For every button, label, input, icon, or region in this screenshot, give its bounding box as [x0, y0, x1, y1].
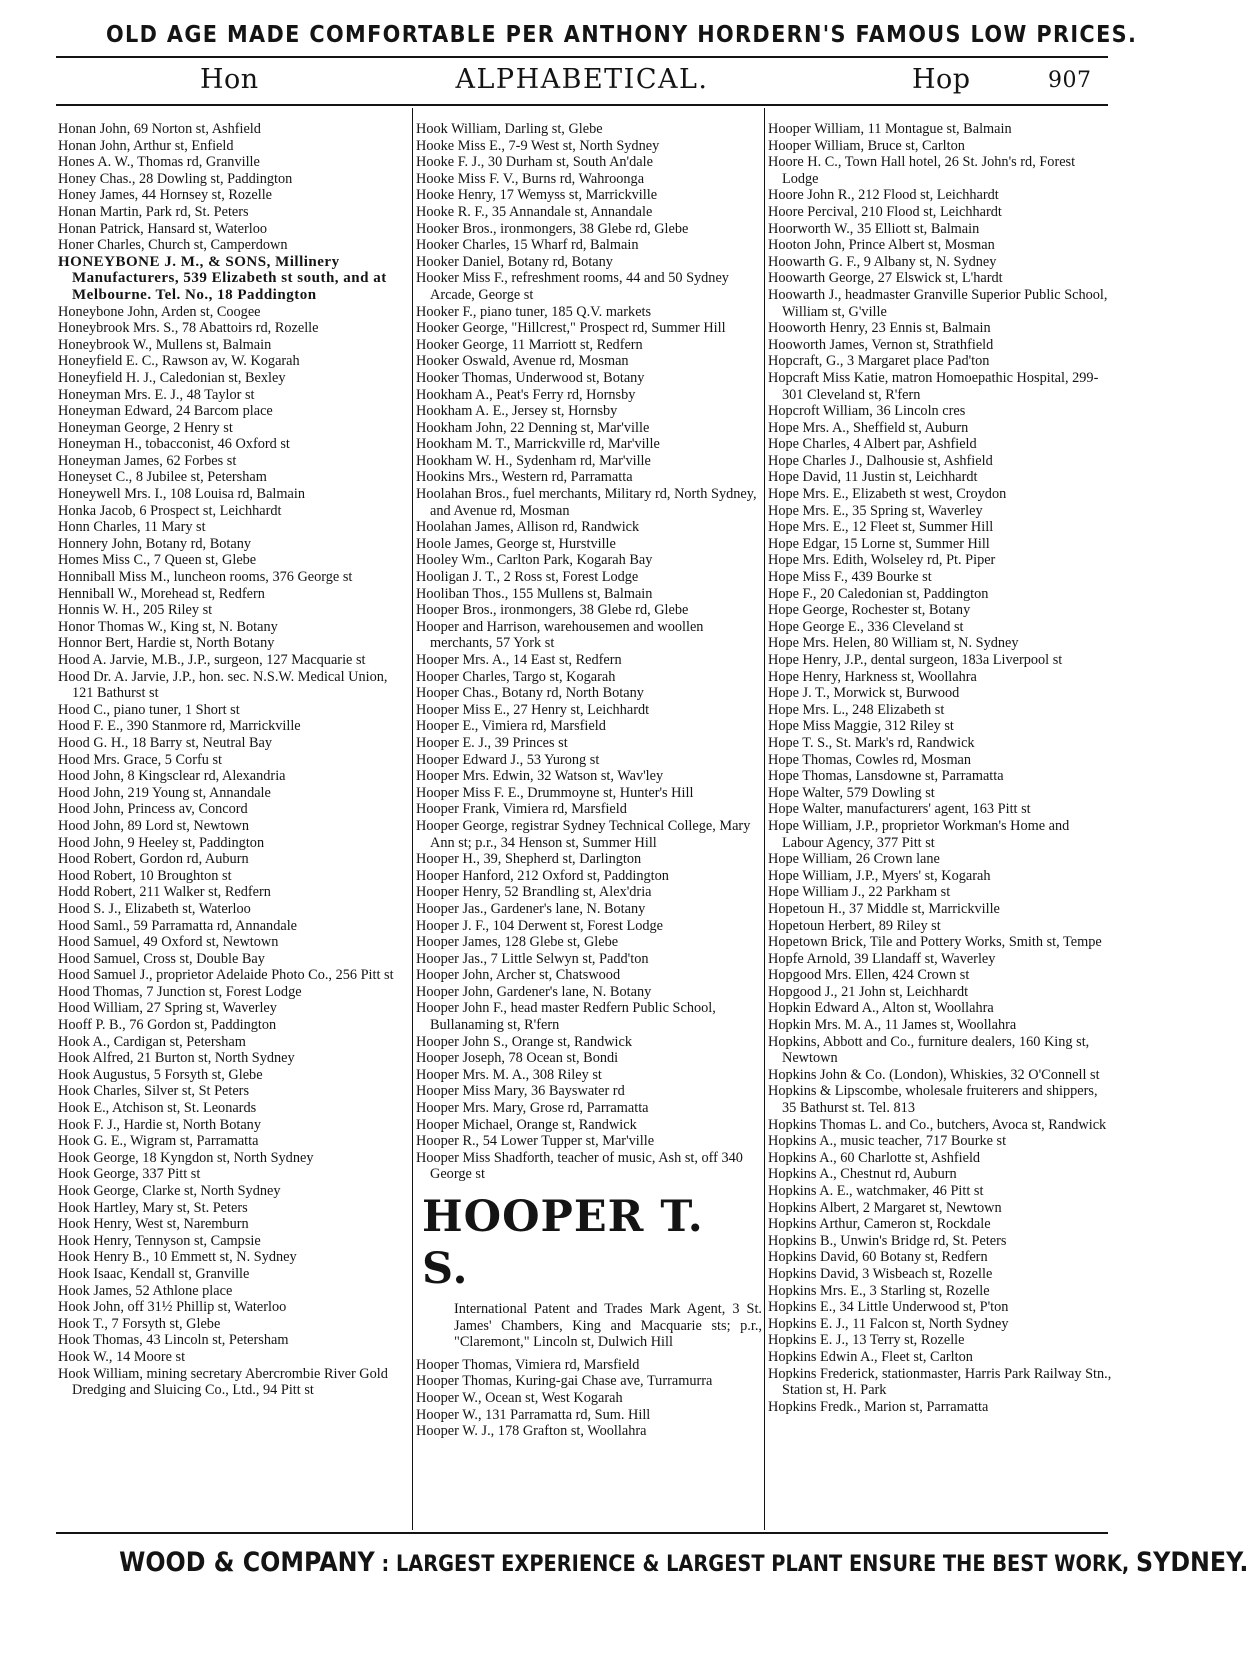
page-number: 907 [1048, 68, 1092, 93]
directory-entry: Hookins Mrs., Western rd, Parramatta [416, 469, 633, 486]
directory-entry: Hopkins Albert, 2 Margaret st, Newtown [768, 1199, 1002, 1216]
directory-entry: Hope Thomas, Cowles rd, Mosman [768, 751, 972, 768]
directory-entry: Hope Mrs. Edith, Wolseley rd, Pt. Piper [768, 552, 996, 569]
directory-entry: Hooper Miss Shadforth, teacher of music, Ash st, off 340 George st [416, 1149, 743, 1183]
directory-entry: Hopkins David, 3 Wisbeach st, Rozelle [768, 1265, 993, 1282]
directory-entry: Hooper Charles, Targo st, Kogarah [416, 668, 616, 685]
directory-entry: Hopkins E., 34 Little Underwood st, P'ton [768, 1299, 1009, 1316]
directory-entry: Hooper Edward J., 53 Yurong st [416, 751, 600, 768]
directory-entry: Hooker George, "Hillcrest," Prospect rd, Summer Hill [416, 320, 726, 337]
directory-entry: Hooker Charles, 15 Wharf rd, Balmain [416, 237, 639, 254]
directory-entry: Hopkins E. J., 13 Terry st, Rozelle [768, 1332, 965, 1349]
directory-entry: Hood G. H., 18 Barry st, Neutral Bay [58, 734, 273, 751]
header-right-guide: Hop [912, 64, 971, 95]
directory-entry: Honey James, 44 Hornsey st, Rozelle [58, 187, 273, 204]
directory-entry: Hook Henry, West st, Naremburn [58, 1216, 249, 1233]
directory-entry: Hopkins A. E., watchmaker, 46 Pitt st [768, 1183, 984, 1199]
directory-entry: Hoowarth J., headmaster Granville Superior Public School, William st, G'ville [768, 286, 1108, 320]
directory-entry: Hood Samuel J., proprietor Adelaide Photo Co., 256 Pitt st [58, 967, 394, 984]
directory-entry: Honey Chas., 28 Dowling st, Paddington [58, 170, 293, 187]
directory-entry: Hopkins Mrs. E., 3 Starling st, Rozelle [768, 1282, 990, 1299]
directory-entry: Honan John, 69 Norton st, Ashfield [58, 121, 261, 137]
directory-entry: Hood Robert, Gordon rd, Auburn [58, 851, 249, 868]
directory-entry: Honniball Miss M., luncheon rooms, 376 George st [58, 569, 353, 586]
directory-entry: Hooper William, Bruce st, Carlton [768, 137, 965, 154]
bottom-advert-banner [119, 1547, 1248, 1578]
directory-entry: Hopkins Thomas L. and Co., butchers, Avoca st, Randwick [768, 1116, 1107, 1133]
directory-entry: Hooper W., 131 Parramatta rd, Sum. Hill [416, 1406, 651, 1423]
directory-entry: Hopgood Mrs. Ellen, 424 Crown st [768, 967, 970, 984]
directory-entry: Hook Alfred, 21 Burton st, North Sydney [58, 1050, 295, 1067]
directory-entry: Hooligan J. T., 2 Ross st, Forest Lodge [416, 569, 639, 586]
directory-entry: Honan Martin, Park rd, St. Peters [58, 203, 249, 220]
directory-entry: Hooper George, registrar Sydney Technical College, Mary Ann st; p.r., 34 Henson st, Summer Hill [416, 817, 751, 851]
directory-entry: Honeywell Mrs. I., 108 Louisa rd, Balmain [58, 486, 305, 503]
directory-entry: Hopkins A., Chestnut rd, Auburn [768, 1166, 957, 1183]
directory-entry: Honeyfield E. C., Rawson av, W. Kogarah [58, 353, 300, 370]
directory-entry: Hopfe Arnold, 39 Llandaff st, Waverley [768, 950, 996, 967]
directory-entry: Hopetoun Herbert, 89 Riley st [768, 917, 941, 934]
directory-entry: Henniball W., Morehead st, Redfern [58, 585, 265, 602]
bottom-rule [56, 1532, 1108, 1534]
directory-entry: Hooper Joseph, 78 Ocean st, Bondi [416, 1050, 619, 1067]
directory-entry: Hoowarth G. F., 9 Albany st, N. Sydney [768, 253, 997, 270]
directory-entry: Hook William, mining secretary Abercrombie River Gold Dredging and Sluicing Co., Ltd., 94 Pitt st [58, 1365, 388, 1399]
directory-entry: Hook F. J., Hardie st, North Botany [58, 1116, 261, 1133]
directory-entry: Hood Mrs. Grace, 5 Corfu st [58, 751, 222, 768]
directory-entry: Hooper Chas., Botany rd, North Botany [416, 685, 644, 702]
directory-entry: Hooker Oswald, Avenue rd, Mosman [416, 353, 629, 370]
directory-entry: Hooper Michael, Orange st, Randwick [416, 1116, 637, 1133]
directory-entry: Honn Charles, 11 Mary st [58, 519, 206, 536]
column-3 [768, 121, 1114, 1415]
directory-entry: Honeyman Edward, 24 Barcom place [58, 403, 273, 420]
directory-entry: Hood C., piano tuner, 1 Short st [58, 701, 240, 718]
directory-entry: Hooker Thomas, Underwood st, Botany [416, 369, 645, 386]
directory-entry: Honka Jacob, 6 Prospect st, Leichhardt [58, 502, 282, 519]
directory-entry: Hope Mrs. L., 248 Elizabeth st [768, 701, 945, 718]
column-divider-2 [764, 108, 765, 1530]
directory-entry: Hook William, Darling st, Glebe [416, 121, 603, 137]
directory-entry: Hope William, 26 Crown lane [768, 851, 940, 868]
directory-entry: Hooper John S., Orange st, Randwick [416, 1033, 633, 1050]
directory-entry: Hope Charles, 4 Albert par, Ashfield [768, 436, 977, 453]
directory-entry: Honnis W. H., 205 Riley st [58, 602, 213, 619]
directory-entry: Hopkins & Lipscombe, wholesale fruiterers and shippers, 35 Bathurst st. Tel. 813 [768, 1083, 1098, 1117]
column-1 [58, 121, 410, 1399]
directory-entry: Hood Dr. A. Jarvie, J.P., hon. sec. N.S.W. Medical Union, 121 Bathurst st [58, 668, 388, 702]
directory-entry: Hopetown Brick, Tile and Pottery Works, Smith st, Tempe [768, 934, 1102, 951]
directory-entry: Hope Miss F., 439 Bourke st [768, 569, 932, 586]
directory-entry: Hooper Mrs. Mary, Grose rd, Parramatta [416, 1100, 649, 1117]
column-2-entries-top [416, 121, 762, 1183]
directory-entry: Hooper William, 11 Montague st, Balmain [768, 121, 1012, 137]
directory-entry: Hopkins Fredk., Marion st, Parramatta [768, 1398, 989, 1415]
top-rule [56, 56, 1108, 58]
directory-entry: Hopkins Frederick, stationmaster, Harris Park Railway Stn., Station st, H. Park [768, 1365, 1112, 1399]
directory-entry: Hook Henry, Tennyson st, Campsie [58, 1232, 261, 1249]
directory-entry: Honeyset C., 8 Jubilee st, Petersham [58, 469, 267, 486]
directory-entry: Hooke F. J., 30 Durham st, South An'dale [416, 154, 653, 171]
bottom-banner-slogan: : LARGEST EXPERIENCE & LARGEST PLANT ENSURE THE BEST WORK, [381, 1552, 1130, 1577]
directory-entry: Hookham W. H., Sydenham rd, Mar'ville [416, 452, 651, 469]
directory-entry: Hope Mrs. E., Elizabeth st west, Croydon [768, 486, 1007, 503]
directory-entry: Hook Isaac, Kendall st, Granville [58, 1265, 250, 1282]
directory-entry: Homes Miss C., 7 Queen st, Glebe [58, 552, 257, 569]
directory-entry: Hooke R. F., 35 Annandale st, Annandale [416, 203, 653, 220]
directory-entry: Hopcroft William, 36 Lincoln cres [768, 403, 966, 420]
bottom-banner-city: SYDNEY. [1136, 1547, 1248, 1578]
hooper-ts-advert-heading: HOOPER T. S. [422, 1192, 704, 1294]
directory-entry: Hooke Henry, 17 Wemyss st, Marrickville [416, 187, 658, 204]
directory-entry: Hood Samuel, Cross st, Double Bay [58, 950, 265, 967]
directory-entry: Honeyman Mrs. E. J., 48 Taylor st [58, 386, 255, 403]
directory-entry: Hope Mrs. Helen, 80 William st, N. Sydney [768, 635, 1019, 652]
directory-entry: Honeyfield H. J., Caledonian st, Bexley [58, 369, 286, 386]
header-section-title: ALPHABETICAL. [455, 64, 709, 95]
directory-entry: Hoolahan James, Allison rd, Randwick [416, 519, 640, 536]
directory-entry: Honeyman James, 62 Forbes st [58, 452, 237, 469]
directory-entry: Hood Samuel, 49 Oxford st, Newtown [58, 934, 279, 951]
directory-entry: Hooper Frank, Vimiera rd, Marsfield [416, 801, 627, 818]
column-divider-1 [412, 108, 413, 1530]
directory-entry: Hoowarth George, 27 Elswick st, L'hardt [768, 270, 1003, 287]
directory-entry: Hope David, 11 Justin st, Leichhardt [768, 469, 978, 486]
directory-entry: Hope Miss Maggie, 312 Riley st [768, 718, 954, 735]
directory-entry: Hooper Hanford, 212 Oxford st, Paddington [416, 867, 669, 884]
directory-entry: Hope F., 20 Caledonian st, Paddington [768, 585, 989, 602]
directory-entry: Hooper Mrs. M. A., 308 Riley st [416, 1066, 602, 1083]
directory-entry: Hood S. J., Elizabeth st, Waterloo [58, 900, 251, 917]
directory-entry: Hooper Miss E., 27 Henry st, Leichhardt [416, 701, 650, 718]
directory-entry: Hooper Henry, 52 Brandling st, Alex'dria [416, 884, 652, 901]
directory-entry: Hopkins, Abbott and Co., furniture dealers, 160 King st, Newtown [768, 1033, 1090, 1067]
directory-entry: Hookham A., Peat's Ferry rd, Hornsby [416, 386, 636, 403]
directory-entry: Hooper Miss Mary, 36 Bayswater rd [416, 1083, 625, 1100]
directory-entry: Hooper W. J., 178 Grafton st, Woollahra [416, 1423, 647, 1440]
directory-entry: Hope Charles J., Dalhousie st, Ashfield [768, 452, 993, 469]
directory-entry: Hooke Miss E., 7-9 West st, North Sydney [416, 137, 660, 154]
directory-entry: Hood John, 219 Young st, Annandale [58, 784, 271, 801]
directory-entry: Hood John, 89 Lord st, Newtown [58, 817, 250, 834]
directory-entry: Hookham A. E., Jersey st, Hornsby [416, 403, 618, 420]
bottom-banner-company: WOOD & COMPANY [119, 1547, 375, 1578]
directory-entry: Hoore John R., 212 Flood st, Leichhardt [768, 187, 999, 204]
directory-entry: Hoole James, George st, Hurstville [416, 535, 616, 552]
directory-entry: Honnor Bert, Hardie st, North Botany [58, 635, 275, 652]
top-advert-banner: OLD AGE MADE COMFORTABLE PER ANTHONY HORDERN'S FAMOUS LOW PRICES. [105, 22, 1138, 48]
directory-entry: Hopkins Edwin A., Fleet st, Carlton [768, 1348, 973, 1365]
directory-entry: Hopkin Mrs. M. A., 11 James st, Woollahra [768, 1017, 1017, 1034]
directory-entry: Hood Saml., 59 Parramatta rd, Annandale [58, 917, 298, 934]
directory-entry: Hooliban Thos., 155 Mullens st, Balmain [416, 585, 653, 602]
directory-entry: Hopkins David, 60 Botany st, Redfern [768, 1249, 988, 1266]
directory-entry: Hook Augustus, 5 Forsyth st, Glebe [58, 1066, 263, 1083]
directory-entry: Hood John, 9 Heeley st, Paddington [58, 834, 265, 851]
directory-entry: Hookham M. T., Marrickville rd, Mar'ville [416, 436, 660, 453]
directory-entry: Hope Mrs. A., Sheffield st, Auburn [768, 419, 969, 436]
directory-entry: Honeybrook W., Mullens st, Balmain [58, 336, 272, 353]
directory-entry: Hopkins Arthur, Cameron st, Rockdale [768, 1216, 991, 1233]
header-left-guide: Hon [200, 64, 259, 95]
directory-entry: Hook James, 52 Athlone place [58, 1282, 233, 1299]
directory-entry: Hope George E., 336 Cleveland st [768, 618, 964, 635]
directory-entry: Hooker Daniel, Botany rd, Botany [416, 253, 613, 270]
directory-entry: Hook T., 7 Forsyth st, Glebe [58, 1315, 221, 1332]
directory-entry: Hooker Miss F., refreshment rooms, 44 and 50 Sydney Arcade, George st [416, 270, 729, 303]
directory-entry: Hooper Jas., 7 Little Selwyn st, Padd'ton [416, 950, 649, 967]
directory-entry: Honeybone John, Arden st, Coogee [58, 303, 261, 320]
directory-entry: Hooker George, 11 Marriott st, Redfern [416, 336, 643, 353]
directory-entry: Hopetoun H., 37 Middle st, Marrickville [768, 900, 1000, 917]
directory-entry: Honor Thomas W., King st, N. Botany [58, 618, 278, 635]
directory-entry: Hooper John, Gardener's lane, N. Botany [416, 983, 652, 1000]
directory-entry: Hook John, off 31½ Phillip st, Waterloo [58, 1299, 287, 1316]
directory-entry: Hopkins A., 60 Charlotte st, Ashfield [768, 1149, 981, 1166]
directory-entry: Hooper Mrs. A., 14 East st, Redfern [416, 652, 622, 668]
directory-entry: Hook W., 14 Moore st [58, 1348, 186, 1365]
directory-entry: Honer Charles, Church st, Camperdown [58, 237, 288, 254]
directory-entry: Hopkins A., music teacher, 717 Bourke st [768, 1133, 1007, 1150]
directory-entry: Hooper Mrs. Edwin, 32 Watson st, Wav'ley [416, 768, 664, 785]
directory-entry: Hooton John, Prince Albert st, Mosman [768, 237, 995, 254]
directory-entry: Hooper W., Ocean st, West Kogarah [416, 1389, 623, 1406]
directory-entry: Hooper Jas., Gardener's lane, N. Botany [416, 900, 646, 917]
directory-entry: Hopcraft, G., 3 Margaret place Pad'ton [768, 353, 990, 370]
hooper-ts-advert-body: International Patent and Trades Mark Agent, 3 St. James' Chambers, King and Macquarie sts; p.r., "Claremont," Lincoln st, Dulwich Hill [454, 1301, 762, 1351]
directory-entry: Hooper R., 54 Lower Tupper st, Mar'ville [416, 1133, 655, 1150]
directory-entry: Honan John, Arthur st, Enfield [58, 137, 234, 154]
directory-entry: Honnery John, Botany rd, Botany [58, 535, 251, 552]
directory-entry: Hook E., Atchison st, St. Leonards [58, 1100, 257, 1117]
directory-entry: Hopkins B., Unwin's Bridge rd, St. Peters [768, 1232, 1007, 1249]
directory-entry: Hook Henry B., 10 Emmett st, N. Sydney [58, 1249, 297, 1266]
directory-entry: Hooke Miss F. V., Burns rd, Wahroonga [416, 170, 645, 187]
directory-entry: Hope Mrs. E., 12 Fleet st, Summer Hill [768, 519, 994, 536]
directory-entry: Hook George, 18 Kyngdon st, North Sydney [58, 1149, 314, 1166]
directory-entry: Hoore Percival, 210 Flood st, Leichhardt [768, 203, 1002, 220]
directory-entry: Hoorworth W., 35 Elliott st, Balmain [768, 220, 980, 237]
directory-entry: Hooper E. J., 39 Princes st [416, 734, 568, 751]
directory-entry: Hope J. T., Morwick st, Burwood [768, 685, 960, 702]
directory-entry: Hooker Bros., ironmongers, 38 Glebe rd, Glebe [416, 220, 689, 237]
directory-entry: Hones A. W., Thomas rd, Granville [58, 154, 260, 171]
directory-entry: Hook George, 337 Pitt st [58, 1166, 201, 1183]
directory-entry: Hook A., Cardigan st, Petersham [58, 1033, 246, 1050]
directory-entry: Hope Walter, 579 Dowling st [768, 784, 935, 801]
directory-entry: Hope Edgar, 15 Lorne st, Summer Hill [768, 535, 990, 552]
directory-entry: Honeyman George, 2 Henry st [58, 419, 233, 436]
directory-entry: Hope Henry, J.P., dental surgeon, 183a Liverpool st [768, 652, 1063, 668]
directory-entry: Honeybrook Mrs. S., 78 Abattoirs rd, Rozelle [58, 320, 319, 337]
directory-entry: Hooper Thomas, Vimiera rd, Marsfield [416, 1356, 640, 1373]
directory-entry: Hope William, J.P., Myers' st, Kogarah [768, 867, 991, 884]
directory-entry: Hopkins E. J., 11 Falcon st, North Sydney [768, 1315, 1009, 1332]
directory-entry: Hooley Wm., Carlton Park, Kogarah Bay [416, 552, 653, 569]
directory-entry: Hook Charles, Silver st, St Peters [58, 1083, 250, 1100]
directory-entry: Hopgood J., 21 John st, Leichhardt [768, 983, 969, 1000]
directory-entry: Hodd Robert, 211 Walker st, Redfern [58, 884, 271, 901]
directory-entry: Hope Thomas, Lansdowne st, Parramatta [768, 768, 1004, 785]
directory-entry: Hooworth Henry, 23 Ennis st, Balmain [768, 320, 991, 337]
directory-entry: Hope T. S., St. Mark's rd, Randwick [768, 734, 975, 751]
column-2-entries-bottom [416, 1357, 762, 1440]
directory-entry: Hood John, 8 Kingsclear rd, Alexandria [58, 768, 286, 785]
directory-entry: Hooff P. B., 76 Gordon st, Paddington [58, 1017, 277, 1034]
directory-entry: Hood A. Jarvie, M.B., J.P., surgeon, 127 Macquarie st [58, 652, 366, 668]
directory-entry: Honan Patrick, Hansard st, Waterloo [58, 220, 268, 237]
directory-entry: Hooper John F., head master Redfern Public School, Bullanaming st, R'fern [416, 1000, 716, 1034]
directory-entry: Hook G. E., Wigram st, Parramatta [58, 1133, 259, 1150]
directory-entry: Hoore H. C., Town Hall hotel, 26 St. John's rd, Forest Lodge [768, 154, 1076, 187]
directory-entry: Hooworth James, Vernon st, Strathfield [768, 336, 994, 353]
directory-entry: Hooper James, 128 Glebe st, Glebe [416, 934, 619, 951]
directory-entry: Hook Thomas, 43 Lincoln st, Petersham [58, 1332, 289, 1349]
directory-entry: Honeyman H., tobacconist, 46 Oxford st [58, 436, 290, 453]
directory-entry: Hoolahan Bros., fuel merchants, Military rd, North Sydney, and Avenue rd, Mosman [416, 486, 757, 519]
directory-entry: Hope Mrs. E., 35 Spring st, Waverley [768, 502, 983, 519]
directory-entry: Hood F. E., 390 Stanmore rd, Marrickville [58, 718, 301, 735]
column-2 [416, 121, 762, 1440]
directory-entry: Hooper J. F., 104 Derwent st, Forest Lodge [416, 917, 664, 934]
directory-entry: Hooper Thomas, Kuring-gai Chase ave, Turramurra [416, 1373, 713, 1390]
directory-entry: Hopkin Edward A., Alton st, Woollahra [768, 1000, 994, 1017]
directory-entry: Hooper John, Archer st, Chatswood [416, 967, 621, 984]
directory-entry: Hood William, 27 Spring st, Waverley [58, 1000, 277, 1017]
directory-entry: Hooper Bros., ironmongers, 38 Glebe rd, Glebe [416, 602, 689, 619]
directory-entry: Hookham John, 22 Denning st, Mar'ville [416, 419, 650, 436]
directory-entry: Hooper E., Vimiera rd, Marsfield [416, 718, 606, 735]
directory-entry: Hooper H., 39, Shepherd st, Darlington [416, 851, 642, 868]
directory-entry: Hooper and Harrison, warehousemen and woollen merchants, 57 York st [416, 618, 704, 652]
directory-entry: Hood Robert, 10 Broughton st [58, 867, 232, 884]
directory-entry: Hook George, Clarke st, North Sydney [58, 1183, 281, 1199]
directory-entry: Hooper Miss F. E., Drummoyne st, Hunter's Hill [416, 784, 694, 801]
directory-entry: Hood John, Princess av, Concord [58, 801, 248, 818]
directory-entry: Hopcraft Miss Katie, matron Homoepathic Hospital, 299-301 Cleveland st, R'fern [768, 369, 1099, 403]
directory-entry: HONEYBONE J. M., & SONS, Millinery Manufacturers, 539 Elizabeth st south, and at Melbourne. Tel. No., 18 Paddington [58, 253, 387, 303]
directory-entry: Hook Hartley, Mary st, St. Peters [58, 1199, 248, 1216]
directory-entry: Hope Walter, manufacturers' agent, 163 Pitt st [768, 801, 1031, 818]
directory-entry: Hope William, J.P., proprietor Workman's Home and Labour Agency, 377 Pitt st [768, 817, 1070, 851]
directory-entry: Hooker F., piano tuner, 185 Q.V. markets [416, 303, 652, 320]
directory-entry: Hope Henry, Harkness st, Woollahra [768, 668, 977, 685]
directory-entry: Hood Thomas, 7 Junction st, Forest Lodge [58, 983, 302, 1000]
directory-entry: Hope George, Rochester st, Botany [768, 602, 971, 619]
directory-entry: Hope William J., 22 Parkham st [768, 884, 951, 901]
header-rule [56, 104, 1108, 106]
directory-entry: Hopkins John & Co. (London), Whiskies, 32 O'Connell st [768, 1066, 1100, 1083]
